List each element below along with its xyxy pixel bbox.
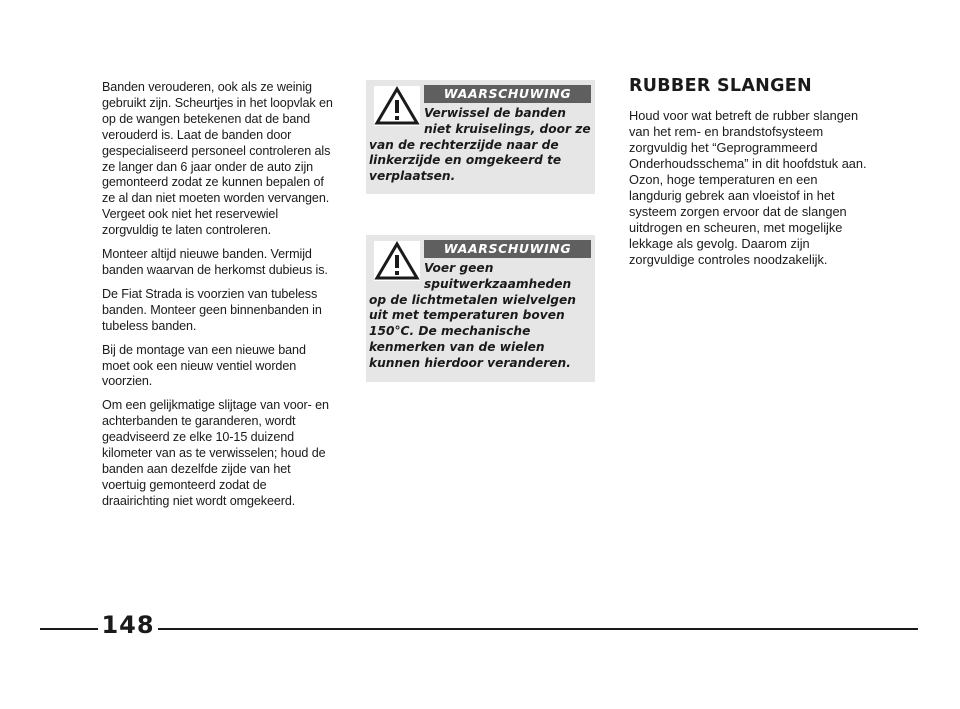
right-column <box>629 76 869 268</box>
section-body: Houd voor wat betreft de rubber slangen van het rem- en brandstofsysteem zorgvuldig het “Geprogrammeerd Onderhoudsschema” in dit hoofdstuk aan. Ozon, hoge temperaturen en een langdurig gebrek aan vloeistof in het systeem zorgen ervoor dat de slangen uitdrogen en scheuren, met mogelijke lekkage als gevolg. Daarom zijn zorgvuldige controles noodzakelijk. <box>629 108 867 267</box>
footer-rule-left <box>40 628 98 630</box>
page-number: 148 <box>101 611 155 639</box>
paragraph-new-tires: Monteer altijd nieuwe banden. Vermijd banden waarvan de herkomst dubieus is. <box>102 247 328 277</box>
warning-title: WAARSCHUWING <box>424 85 591 103</box>
warning-text-lead: Verwissel de banden niet kruiselings, door ze <box>424 106 591 136</box>
warning-box-spray-work <box>366 235 595 382</box>
warning-text <box>369 106 591 185</box>
warning-text-lead: Voer geen spuitwerkzaamheden <box>424 261 572 291</box>
warning-text <box>369 261 591 372</box>
footer-rule-right <box>158 628 918 630</box>
warning-text-rest: van de rechterzijde naar de linkerzijde en omgekeerd te verplaatsen. <box>369 137 562 184</box>
warning-title: WAARSCHUWING <box>424 240 591 258</box>
section-heading: RUBBER SLANGEN <box>629 76 812 96</box>
warning-text-rest: op de lichtmetalen wielvelgen uit met temperaturen boven 150°C. De mechanische kenmerken van de wielen kunnen hierdoor veranderen. <box>369 292 576 370</box>
left-column <box>102 80 336 518</box>
warning-box-cross-swap <box>366 80 595 194</box>
paragraph-tire-rotation: Om een gelijkmatige slijtage van voor- en achterbanden te garanderen, wordt geadviseerd ze elke 10-15 duizend kilometer van as te verwisselen; houd de banden aan dezelfde zijde van het voertuig gemonteerd zodat de draairichting niet wordt omgekeerd. <box>102 398 329 508</box>
paragraph-tubeless: De Fiat Strada is voorzien van tubeless banden. Monteer geen binnenbanden in tubeless banden. <box>102 286 322 333</box>
paragraph-tire-aging: Banden verouderen, ook als ze weinig gebruikt zijn. Scheurtjes in het loopvlak en op de wangen betekenen dat de band verouderd is. Laat de banden door gespecialiseerd personeel controleren als ze langer dan 6 jaar onder de auto zijn gemonteerd zodat ze kunnen bepalen of ze al dan niet moeten worden vervangen. Vergeet ook niet het reservewiel zorgvuldig te laten controleren. <box>102 80 333 238</box>
paragraph-valve: Bij de montage van een nieuwe band moet ook een nieuw ventiel worden voorzien. <box>102 342 306 389</box>
